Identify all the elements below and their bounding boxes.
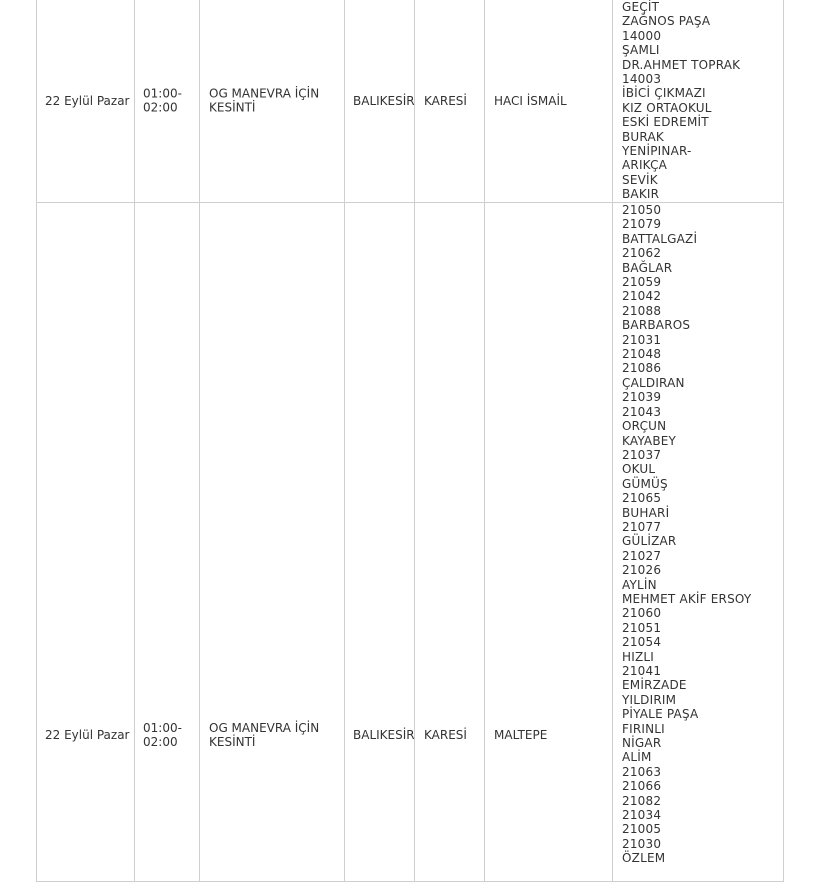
city-cell: BALIKESİR xyxy=(353,728,415,742)
street-item: 14003 xyxy=(622,72,662,87)
street-item: GÜMÜŞ xyxy=(622,476,668,491)
street-item: HIZLI xyxy=(622,649,655,664)
street-item: ESKİ EDREMİT xyxy=(622,115,709,130)
street-item: NİGAR xyxy=(622,736,662,751)
street-item: 21082 xyxy=(622,793,662,808)
street-item: FIRINLI xyxy=(622,721,665,736)
street-item: BATTALGAZİ xyxy=(622,231,698,246)
street-item: 21051 xyxy=(622,620,662,635)
date-cell: 22 Eylül Pazar xyxy=(45,93,130,108)
street-item: 21059 xyxy=(622,275,662,290)
district-cell: KARESİ xyxy=(424,728,467,742)
street-item: 21079 xyxy=(622,217,662,232)
street-item: BARBAROS xyxy=(622,318,691,333)
street-item: ŞAMLI xyxy=(622,43,660,58)
street-list xyxy=(622,0,740,202)
street-item: SEVİK xyxy=(622,172,658,187)
street-item: OKUL xyxy=(622,462,656,477)
neighborhood-cell: HACI İSMAİL xyxy=(494,93,567,108)
street-item: ZAĞNOS PAŞA xyxy=(622,14,711,29)
street-item: İBİCİ ÇIKMAZI xyxy=(622,86,706,101)
street-item: ARIKÇA xyxy=(622,158,668,173)
street-item: 21088 xyxy=(622,303,662,318)
street-item: 21043 xyxy=(622,404,662,419)
column-divider xyxy=(134,203,135,881)
time-cell: 01:00- 02:00 xyxy=(143,721,182,750)
reason-cell: OG MANEVRA İÇİN KESİNTİ xyxy=(209,86,320,115)
column-divider xyxy=(199,0,200,202)
street-item: 14000 xyxy=(622,28,662,43)
time-cell: 01:00- 02:00 xyxy=(143,86,182,115)
table-row xyxy=(36,202,784,882)
street-item: EMİRZADE xyxy=(622,678,687,693)
column-divider xyxy=(484,203,485,881)
street-item: BAĞLAR xyxy=(622,260,673,275)
street-item: 21027 xyxy=(622,548,662,563)
street-item: 21039 xyxy=(622,390,662,405)
column-divider xyxy=(414,203,415,881)
street-item: 21042 xyxy=(622,289,662,304)
street-item: YENİPINAR- xyxy=(622,144,692,159)
street-item: 21034 xyxy=(622,808,662,823)
table-row xyxy=(36,0,784,203)
district-cell: KARESİ xyxy=(424,93,467,108)
street-item: ORÇUN xyxy=(622,419,667,434)
column-divider xyxy=(344,203,345,881)
column-divider xyxy=(199,203,200,881)
street-item: MEHMET AKİF ERSOY xyxy=(622,591,752,606)
street-item: ALİM xyxy=(622,750,652,765)
reason-cell: OG MANEVRA İÇİN KESİNTİ xyxy=(209,721,320,750)
street-item: PİYALE PAŞA xyxy=(622,707,699,722)
street-item: GÜLİZAR xyxy=(622,534,677,549)
street-list xyxy=(622,203,751,866)
column-divider xyxy=(484,0,485,202)
street-item: BURAK xyxy=(622,129,664,144)
street-item: 21060 xyxy=(622,606,662,621)
street-item: DR.AHMET TOPRAK xyxy=(622,57,741,72)
street-item: 21086 xyxy=(622,361,662,376)
street-item: YILDIRIM xyxy=(622,692,677,707)
street-item: 21048 xyxy=(622,347,662,362)
street-item: GEÇİT xyxy=(622,0,660,14)
column-divider xyxy=(612,0,613,202)
street-item: BUHARİ xyxy=(622,505,670,520)
city-cell: BALIKESİR xyxy=(353,93,415,108)
street-item: 21037 xyxy=(622,447,662,462)
street-item: ÇALDIRAN xyxy=(622,375,685,390)
street-item: 21065 xyxy=(622,491,662,506)
outage-table xyxy=(36,0,784,869)
column-divider xyxy=(612,203,613,881)
street-item: BAKIR xyxy=(622,187,660,202)
neighborhood-cell: MALTEPE xyxy=(494,728,548,742)
column-divider xyxy=(134,0,135,202)
street-item: 21030 xyxy=(622,836,662,851)
street-item: 21026 xyxy=(622,563,662,578)
street-item: 21066 xyxy=(622,779,662,794)
column-divider xyxy=(344,0,345,202)
street-item: 21077 xyxy=(622,519,662,534)
street-item: 21054 xyxy=(622,635,662,650)
street-item: 21062 xyxy=(622,246,662,261)
street-item: ÖZLEM xyxy=(622,851,666,866)
date-cell: 22 Eylül Pazar xyxy=(45,728,130,742)
street-item: 21041 xyxy=(622,664,662,678)
street-item: 21031 xyxy=(622,332,662,347)
street-item: KAYABEY xyxy=(622,433,677,448)
street-item: KIZ ORTAOKUL xyxy=(622,100,712,115)
street-item: AYLİN xyxy=(622,577,657,592)
street-item: 21005 xyxy=(622,822,662,837)
street-item: 21050 xyxy=(622,203,662,217)
street-item: 21063 xyxy=(622,764,662,779)
